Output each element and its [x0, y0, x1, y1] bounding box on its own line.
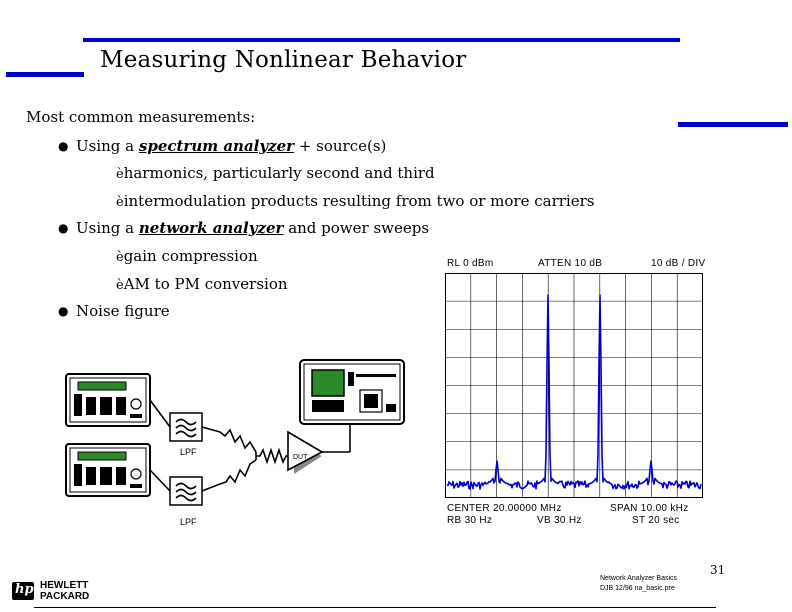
- sub-item-text: harmonics, particularly second and third: [123, 164, 435, 182]
- bullet-dot-icon: ●: [58, 304, 69, 318]
- spectrum-rl-label: RL 0 dBm: [447, 258, 494, 269]
- brand-name-line1: HEWLETT: [40, 580, 89, 591]
- bullet-1: [76, 137, 386, 155]
- spectrum-atten-label: ATTEN 10 dB: [538, 258, 603, 269]
- signal-source-1-icon: [66, 374, 150, 426]
- title-bar: [83, 38, 680, 42]
- spectrum-vb-label: VB 30 Hz: [537, 515, 582, 526]
- arrow-icon: è: [116, 250, 124, 265]
- signal-source-2-icon: [66, 444, 150, 496]
- sub-item: [116, 275, 288, 295]
- arrow-icon: è: [116, 167, 124, 182]
- footer-meta: DJB 12/96 na_basic.pre: [600, 585, 675, 592]
- sub-item: [116, 164, 435, 184]
- spectrum-st-label: ST 20 sec: [632, 515, 680, 526]
- bullet-2: [76, 219, 429, 237]
- spectrum-scale-label: 10 dB / DIV: [651, 258, 706, 269]
- bullet-1-suffix: + source(s): [294, 137, 387, 155]
- bullet-dot-icon: ●: [58, 139, 69, 153]
- sub-item: [116, 247, 258, 267]
- bullet-dot-icon: ●: [58, 221, 69, 235]
- bullet-3: Noise figure: [76, 302, 170, 320]
- slide-title: Measuring Nonlinear Behavior: [100, 47, 467, 73]
- sub-item-text: intermodulation products resulting from two or more carriers: [123, 192, 595, 210]
- spectrum-rb-label: RB 30 Hz: [447, 515, 493, 526]
- bullet-1-emphasis: spectrum analyzer: [138, 137, 295, 155]
- lpf-1-label: LPF: [180, 447, 197, 457]
- intro-text: Most common measurements:: [26, 108, 256, 126]
- test-setup-diagram: [60, 352, 420, 512]
- spectrum-span-label: SPAN 10.00 kHz: [610, 503, 689, 514]
- hp-logo-text: hp: [15, 582, 34, 597]
- hp-logo-icon: [12, 582, 34, 600]
- sub-item: [116, 192, 594, 212]
- bullet-2-suffix: and power sweeps: [283, 219, 430, 237]
- left-accent-bar: [6, 72, 84, 77]
- spectrum-analyzer-icon: [300, 360, 404, 424]
- spectrum-display: [445, 273, 703, 498]
- spectrum-center-label: CENTER 20.00000 MHz: [447, 503, 562, 514]
- right-accent-bar: [678, 122, 788, 127]
- lpf-2-label: LPF: [180, 517, 197, 527]
- footer-course: Network Analyzer Basics: [600, 575, 678, 582]
- brand-name-line2: PACKARD: [40, 591, 90, 602]
- footer-rule: [34, 607, 716, 608]
- dut-label: DUT: [293, 454, 308, 461]
- sub-item-text: AM to PM conversion: [123, 275, 288, 293]
- arrow-icon: è: [116, 195, 124, 210]
- lpf-2-icon: [170, 477, 202, 505]
- arrow-icon: è: [116, 278, 124, 293]
- bullet-2-emphasis: network analyzer: [138, 219, 284, 237]
- sub-item-text: gain compression: [123, 247, 258, 265]
- lpf-1-icon: [170, 413, 202, 441]
- bullet-2-prefix: Using a: [76, 219, 139, 237]
- bullet-1-prefix: Using a: [76, 137, 139, 155]
- page-number: 31: [710, 563, 726, 577]
